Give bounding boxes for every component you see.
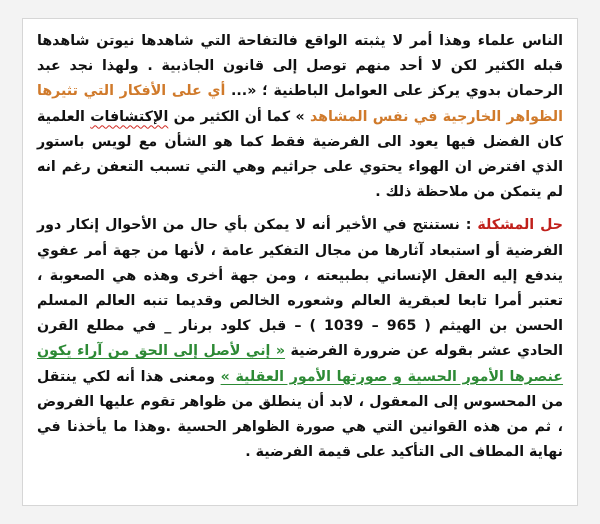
section-heading: حل المشكلة [477,217,563,234]
document-page [22,18,578,506]
paragraph-1-text-b: » كما أن الكثير من [168,108,310,125]
quote-ibn-haytham: « إني لأصل إلى الحق من آراء يكون عنصرها الأمور الحسية و صورتها الأمور العقلية » [37,343,564,385]
paragraph-2-text-b: ومعنى هذا أنه لكي ينتقل من المحسوس إلى المعقول ، لابد أن ينطلق من ظواهر تقوم عليها الفروض ، ثم من هذه القوانين التي هي صورة الظواهر الحسية .وهذا ما يأخذنا في نهاية المطاف الى التأكيد على قيمة الفرضية . [37,368,563,461]
paragraph-2-text-a: : نستنتج في الأخير أنه لا يمكن بأي حال من الأحوال إنكار دور الفرضية أو استبعاد آثارها من مجال التفكير عامة ، لأنها من جهة أمر عفوي يندفع إليه العقل الإنساني بطبيعته ، ومن جهة أخرى وهذه هي الصعوبة ، تعتبر أمرا تابعا لعبقرية العالم وشعوره الخالص وقديما تنبه العالم المسلم الحسن بن الهيثم ( 965 – 1039 ) – قبل كلود برنار _ في مطلع القرن الحادي عشر بقوله عن ضرورة الفرضية [37,217,563,360]
paragraph-1-text-a: الناس علماء وهذا أمر لا يثبته الواقع فالتفاحة التي شاهدها نيوتن شاهدها قبله الكثير لكن لا أحد منهم توصل إلى قانون الجاذبية . ولهذا نجد عبد الرحمان بدوي يركز على العوامل الباطنية ؛ «... [37,33,563,100]
paragraph-2 [37,213,563,465]
quote-badawi: أي على الأفكار التي تثيرها الظواهر الخارجية في نفس المشاهد [37,83,563,125]
spellcheck-word: الإكتشافات [90,108,169,125]
paragraph-1 [37,29,563,205]
paragraph-1-text-c: العلمية كان الفضل فيها يعود الى الفرضية فقط كما هو الشأن مع لويس باستور الذي افترض ان الهواء يحتوي على جراثيم وهي التي تسبب التعفن رغم انه لم يتمكن من ملاحظة ذلك . [37,108,563,201]
